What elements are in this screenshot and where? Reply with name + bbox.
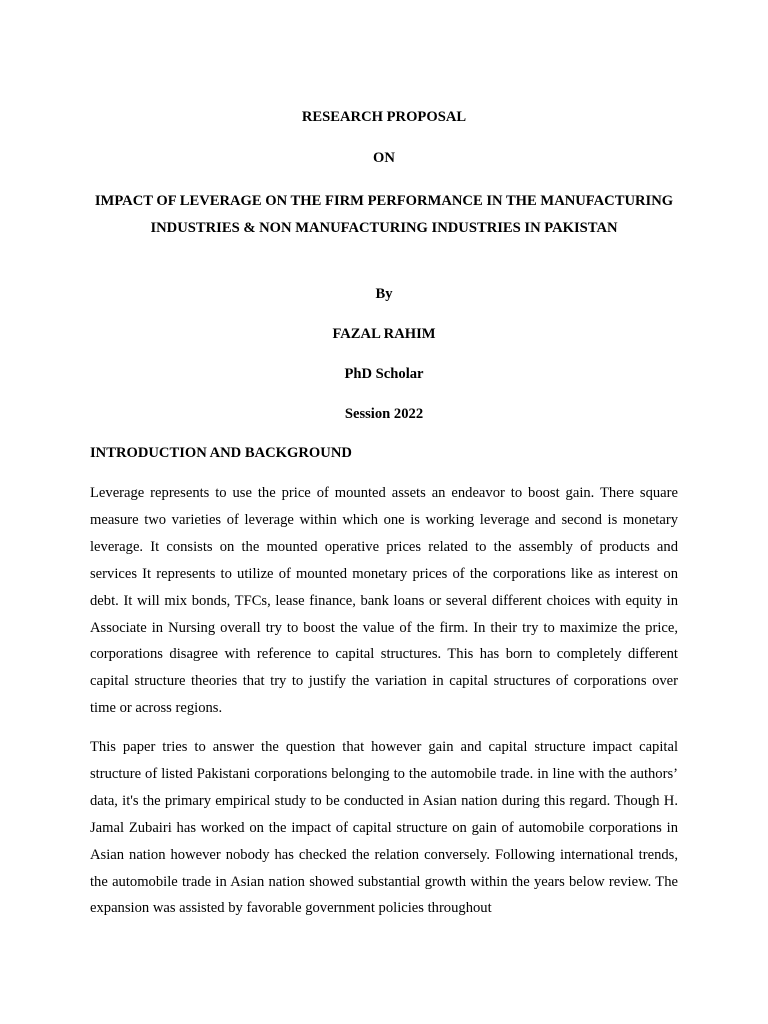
author-name: FAZAL RAHIM xyxy=(332,326,436,342)
by-label: By xyxy=(375,286,393,302)
paragraph-2: This paper tries to answer the question that however gain and capital structure impact capital structure of listed Pakistani corporations belonging to the automobile trade. in line with the authors’ data, it's the primary empirical study to be conducted in Asian nation during this regard. Though H. Jamal Zubairi has worked on the impact of capital structure on gain of automobile corporations in Asian nation however nobody has checked the relation conversely. Following international trends, the automobile trade in Asian nation showed substantial growth within the years below review. The expansion was assisted by favorable government policies throughout xyxy=(90,739,678,917)
on-label: ON xyxy=(373,150,395,166)
section-heading-introduction: INTRODUCTION AND BACKGROUND xyxy=(90,445,352,461)
session-label: Session 2022 xyxy=(344,406,424,422)
proposal-title: IMPACT OF LEVERAGE ON THE FIRM PERFORMANCE IN THE MANUFACTURING INDUSTRIES & NON MANUFACTURING INDUSTRIES IN PAKISTAN xyxy=(94,193,674,236)
author-role: PhD Scholar xyxy=(344,366,424,382)
paragraph-1: Leverage represents to use the price of mounted assets an endeavor to boost gain. There square measure two varieties of leverage within which one is working leverage and second is monetary leverage. It consists on the mounted operative prices related to the assembly of products and services It represents to utilize of mounted monetary prices of the corporations like as interest on debt. It will mix bonds, TFCs, lease finance, bank loans or several different choices with equity in Associate in Nursing overall try to boost the value of the firm. In their try to maximize the price, corporations disagree with reference to capital structures. This has born to completely different capital structure theories that try to justify the variation in capital structures of corporations over time or across regions. xyxy=(90,485,678,717)
proposal-label: RESEARCH PROPOSAL xyxy=(301,109,467,125)
